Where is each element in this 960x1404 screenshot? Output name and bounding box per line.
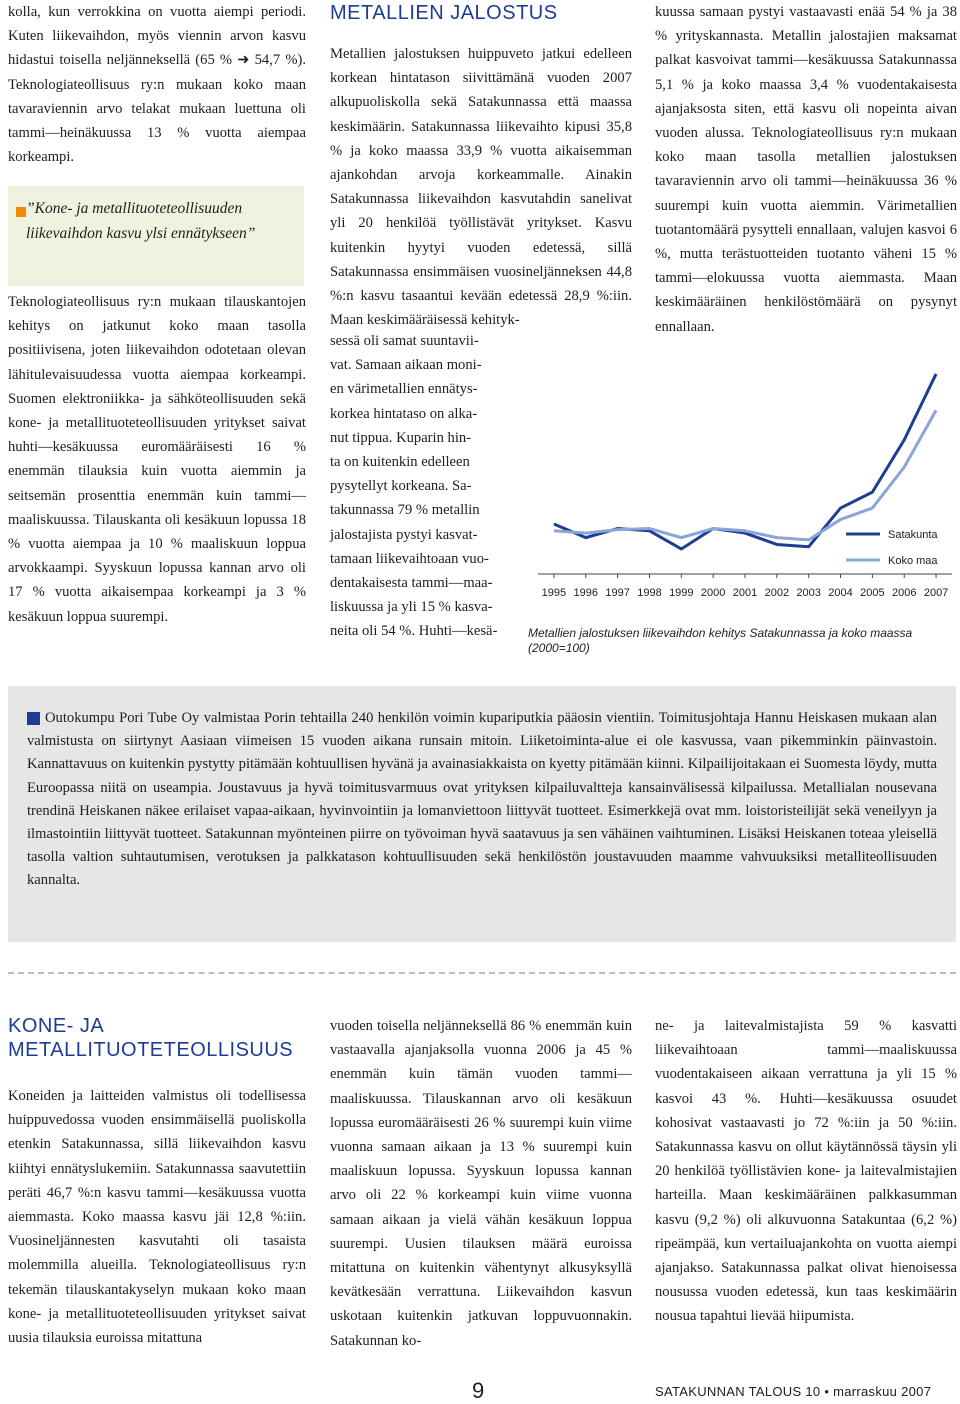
section-heading-kone-ja-metallituoteteollisuus: KONE- JA METALLITUOTETEOLLISUUS xyxy=(8,1015,294,1061)
wrap-line: vat. Samaan aikaan moni- xyxy=(330,357,482,374)
wrap-line: takunnassa 79 % metallin xyxy=(330,502,480,519)
info-box-paragraph: Outokumpu Pori Tube Oy valmistaa Porin tehtailla 240 henkilön voimin kupariputkia pääosin vientiin. Toimitusjohtaja Hannu Heiskasen mukaan alan valmistusta on siirtynyt Aasiaan viimeisen 15 vuoden aikana runsain mitoin. Liiketoiminta-alue ei ole kasvussa, vaan pikemminkin päinvastoin. Kannattavuus on kuitenkin pystytty pitämään kohtuullisen hyvänä ja avainasiakkaista on kyetty pitämään kiinni. Kilpailijoitakaan ei Suomesta löydy, mutta Euroopassa niitä on useampia. Joustavuus ja hyvä toimitusvarmuus ovat yrityksen kilpailuvaltteja kansainvälisessä kilpailussa. Metallialan nousevana trendinä Heiskanen näkee erilaiset vapaa-aikaan, hyvinvointiin ja lomanviettoon liittyvät tuotteet. Esimerkkejä ovat mm. loistoristeilijät sekä veneilyyn ja ilmastointiin liittyvät tuotteet. Satakunnan myönteinen piirre on työvoiman hyvä saatavuus ja sen vähäinen vaihtuminen. Lisäksi Heiskanen toteaa yleisellä tasolla valtion suhtautumisen, verotuksen ja palkkatason kohtuullisuuden sekä henkilöstön joustavuuden maamme vahvuuksiksi metalliteollisuuden kannalta. xyxy=(27,710,937,889)
section-divider xyxy=(8,972,956,974)
bottom-column-3: ne- ja laitevalmistajista 59 % kasvatti liikevaihtoaan tammi—maaliskuussa vuodentakaiseen aikaan verrattuna ja yli 15 % kasvoi 43 %. Huhti—kesäkuussa osuudet kohosivat vastaavasti jo 72 %:iin ja 50 %:iin. Satakunnassa kasvu on ollut käytännössä täysin yli 20 henkilöä työllistävien kone- ja laitevalmistajien harteilla. Maan keskimääräinen palkkasumman kasvu (9,2 %) oli alkuvuonna Satakuntaa (6,2 %) ripeämpää, kun vertailuajankohta on vuotta aiempi ajanjakso. Satakunnassa palkat olivat hienoisessa nousussa vuoden edetessä, kun taas keskimäärin nousua tapahtui lievää hiipumista. xyxy=(655,1018,957,1325)
line-chart xyxy=(528,348,958,618)
intro-paragraph: kolla, kun verrokkina on vuotta aiempi periodi. Kuten liikevaihdon, myös viennin arvon kasvu hidastui toisella neljänneksellä (65 % ➜ 54,7 %). Teknologiateollisuus ry:n mukaan koko maan tavaraviennin arvo telakat mukaan luettuna oli tammi—heinäkuussa 13 % vuotta aiempaa korkeampi. xyxy=(8,4,306,166)
column-2-body xyxy=(330,42,632,332)
wrap-line: sessä oli samat suuntavii- xyxy=(330,333,479,349)
column-1-body xyxy=(8,290,306,629)
series-line-satakunta xyxy=(554,374,936,549)
wrap-line: liskuussa ja yli 15 % kasva- xyxy=(330,599,493,616)
x-tick-label: 2004 xyxy=(828,587,853,599)
x-tick-label: 1995 xyxy=(541,587,567,599)
legend-label: Satakunta xyxy=(888,529,938,541)
chart-caption: Metallien jalostuksen liikevaihdon kehitys Satakunnassa ja koko maassa (2000=100) xyxy=(528,626,913,655)
column-2-paragraph: Metallien jalostuksen huippuveto jatkui edelleen korkean hintatason siivittämänä vuoden 2007 alkupuoliskolla sekä Satakunnassa että maassa keskimäärin. Satakunnassa liikevaihto kipusi 35,8 % ja koko maassa 33,9 % vuotta aikaisemman ajankohdan arvoja korkeammalle. Ainakin Satakunnassa liikevaihdon kasvutahdin sanelivat yli 20 henkilöä työllistävät yritykset. Kasvu kuitenkin hyytyi vuoden edetessä, sillä Satakunnassa ensimmäisen vuosineljänneksen 44,8 %:n kasvu tasaantui kevään edetessä 28,9 %:iin. Maan keskimääräisessä kehityk- xyxy=(330,46,632,329)
wrap-line: neita oli 54 %. Huhti—kesä- xyxy=(330,623,498,640)
bottom-column-1: Koneiden ja laitteiden valmistus oli todellisessa huippuvedossa vuoden ensimmäisellä puoliskolla etenkin Satakunnassa, sillä liikevaihdon kasvu kiihtyi ennätyslukemiin. Satakunnassa saavutettiin peräti 46,7 %:n kasvu tammi—kesäkuussa vuotta aiemmasta. Koko maassa kasvu jäi 12,8 %:iin. Vuosineljännesten kasvutahti oli tasaista molemmilla alueilla. Teknologiateollisuus ry:n tekemän tilauskantakyselyn mukaan koko maan kone- ja metallituoteteollisuuden yritykset saivat uusia tilauksia euroissa mitattuna xyxy=(8,1088,306,1347)
x-tick-label: 2000 xyxy=(700,587,726,599)
wrap-line: jalostajista pystyi kasvat- xyxy=(330,526,478,543)
x-tick-label: 2007 xyxy=(923,587,949,599)
legend-label: Koko maa xyxy=(888,555,938,567)
x-tick-label: 2003 xyxy=(796,587,821,599)
wrap-line: korkea hintataso on alka- xyxy=(330,405,478,422)
x-tick-label: 1996 xyxy=(573,587,599,599)
wrap-line: tamaan liikevaihtoaan vuo- xyxy=(330,550,489,567)
x-tick-label: 2001 xyxy=(732,587,758,599)
chart-svg xyxy=(528,348,958,618)
x-tick-label: 1997 xyxy=(605,587,630,599)
bottom-column-2: vuoden toisella neljänneksellä 86 % enemmän kuin vastaavalla ajanjaksolla vuonna 2006 ja 45 % enemmän kuin tämän vuoden tammi—maaliskuussa. Tilauskannan arvo oli kesäkuun lopussa euromääräisesti 26 % suurempi kuin viime vuonna samaan aikaan ja 13 % suurempi kuin maaliskuun lopussa. Syyskuun lopussa kannan arvo oli 22 % korkeampi kuin viime vuonna samaan aikaan ja vielä vähän kesäkuun loppua suurempi. Uusien tilauksen määrä euroissa mitattuna on kuitenkin vähentynyt alkusyksyllä kevätkesään verrattuna. Liikevaihdon kasvun uskotaan kuitenkin jatkuvan loppuvuonnakin. Satakunnan ko- xyxy=(330,1018,632,1349)
column-1-paragraph: Teknologiateollisuus ry:n mukaan tilauskantojen kehitys on jatkunut koko maan tasolla positiivisena, joten liikevaihdon odotetaan olevan lähitulevaisuudessa vuotta aiempaa korkeampi. Suomen elektroniikka- ja sähköteollisuuden sekä kone- ja metallituoteteollisuuden yritykset saivat huhti—kesäkuussa euromääräisesti 16 % enemmän tilauksia kuin vuotta aiemmin ja seitsemän prosenttia enemmän kuin tammi—maaliskuussa. Tilauskanta oli kesäkuun lopussa 18 % vuotta aiempaa ja 10 % maaliskuun loppua arvokkaampi. Syyskuun lopussa kannan arvo oli 17 % vuotta aikaisempaa korkeampi ja 3 % kesäkuun loppua suurempi. xyxy=(8,294,306,625)
x-tick-label: 1999 xyxy=(669,587,694,599)
wrap-line: pysytellyt korkeana. Sa- xyxy=(330,478,472,495)
series-line-koko-maa xyxy=(554,410,936,540)
section-heading-metallien-jalostus: METALLIEN JALOSTUS xyxy=(330,2,558,24)
pull-quote: ”Kone- ja metallituoteteollisuuden liikevaihdon kasvu ylsi ennätykseen” xyxy=(26,200,256,242)
wrap-line: nut tippua. Kuparin hin- xyxy=(330,429,472,446)
wrap-line: en värimetallien ennätys- xyxy=(330,381,478,398)
x-tick-label: 2002 xyxy=(764,587,790,599)
column-3-body xyxy=(655,0,957,339)
publication-footer: SATAKUNNAN TALOUS 10 • marraskuu 2007 xyxy=(655,1384,932,1399)
x-tick-label: 2005 xyxy=(860,587,885,599)
x-tick-label: 1998 xyxy=(637,587,662,599)
wrap-line: ta on kuitenkin edelleen xyxy=(330,453,470,470)
column-3-paragraph: kuussa samaan pystyi vastaavasti enää 54 % ja 38 % yrityskannasta. Metallin jalostajien maksamat palkat kasvoivat tammi—kesäkuussa Satakunnassa 5,1 % ja koko maassa 3,4 % vuodentakaisesta ajanjaksosta siten, että kasvu oli nopeinta aivan vuoden alussa. Teknologiateollisuus ry:n mukaan koko maan tasolla metallien jalostuksen tavaraviennin arvo oli tammi—heinäkuussa 36 % suurempi kuin vuotta aiemmin. Värimetallien tuotantomäärä pysytteli ennallaan, valujen kasvoi 6 %, mutta terästuotteiden tuotanto väheni 15 % tammi—elokuussa vuotta aiemmasta. Maan keskimääräinen henkilöstömäärä on pysynyt ennallaan. xyxy=(655,4,957,335)
wrap-line: dentakaisesta tammi—maa- xyxy=(330,574,493,591)
x-tick-label: 2006 xyxy=(891,587,917,599)
info-box-text xyxy=(27,707,937,893)
page-number: 9 xyxy=(472,1378,485,1403)
pull-quote-marker xyxy=(16,207,26,217)
column-2-wrap-text xyxy=(330,329,497,643)
column-1-intro xyxy=(8,0,306,169)
